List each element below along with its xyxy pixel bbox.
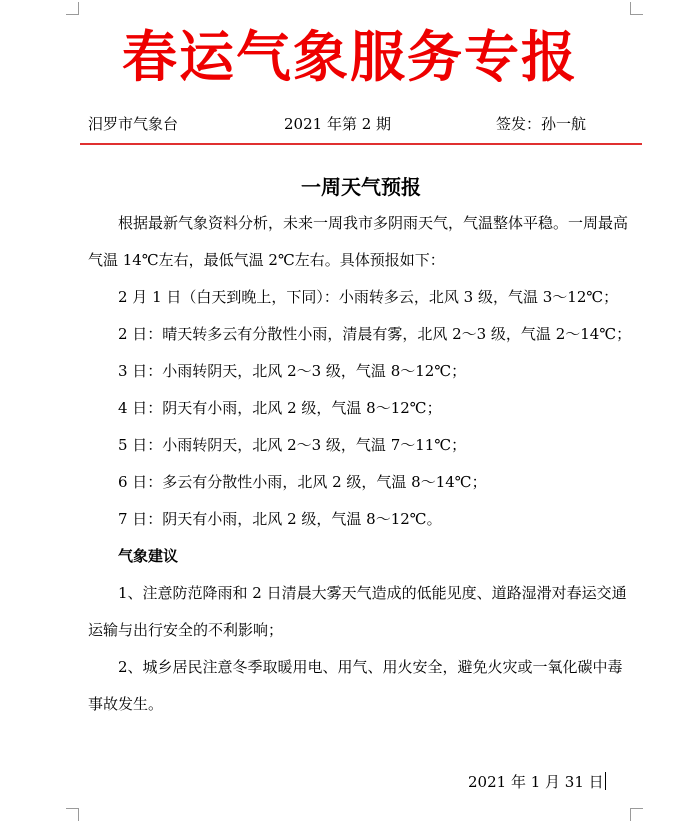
date-text: 2021 年 1 月 31 日 — [468, 773, 604, 791]
document-title: 一周天气预报 — [301, 175, 421, 199]
advice-item[interactable]: 1、注意防范降雨和 2 日清晨大雾天气造成的低能见度、道路湿滑对春运交通运输与出行安全的不利影响； — [88, 584, 627, 639]
page-corner-mark — [630, 2, 643, 15]
forecast-day[interactable]: 4 日：阴天有小雨，北风 2 级，气温 8～12℃； — [118, 399, 442, 417]
issuer: 汨罗市气象台 — [88, 115, 179, 133]
meta-row — [88, 112, 608, 136]
page-corner-mark — [66, 808, 79, 821]
intro-paragraph[interactable]: 根据最新气象资料分析，未来一周我市多阴雨天气，气温整体平稳。一周最高气温 14℃左右，最低气温 2℃左右。具体预报如下： — [88, 214, 629, 269]
advice-heading[interactable]: 气象建议 — [118, 547, 179, 565]
forecast-day[interactable]: 6 日：多云有分散性小雨，北风 2 级，气温 8～14℃； — [118, 473, 487, 491]
forecast-day[interactable]: 5 日：小雨转阴天，北风 2～3 级，气温 7～11℃； — [118, 436, 467, 454]
signer: 签发：孙一航 — [496, 115, 587, 133]
forecast-day[interactable]: 2 日：晴天转多云有分散性小雨，清晨有雾，北风 2～3 级，气温 2～14℃； — [118, 325, 632, 343]
document-date[interactable] — [468, 767, 606, 797]
forecast-day[interactable]: 3 日：小雨转阴天，北风 2～3 级，气温 8～12℃； — [118, 362, 467, 380]
page-corner-mark — [66, 2, 79, 15]
masthead-title: 春运气象服务专报 — [121, 25, 578, 89]
document-body[interactable] — [88, 205, 632, 723]
forecast-day[interactable]: 7 日：阴天有小雨，北风 2 级，气温 8～12℃。 — [118, 510, 442, 528]
page-corner-mark — [630, 808, 643, 821]
issue-number: 2021 年第 2 期 — [284, 115, 392, 133]
advice-item[interactable]: 2、城乡居民注意冬季取暖用电、用气、用火安全，避免火灾或一氧化碳中毒事故发生。 — [88, 658, 623, 713]
text-cursor — [605, 772, 606, 790]
red-divider — [80, 143, 642, 145]
forecast-day[interactable]: 2 月 1 日（白天到晚上，下同）：小雨转多云，北风 3 级，气温 3～12℃； — [118, 288, 619, 306]
